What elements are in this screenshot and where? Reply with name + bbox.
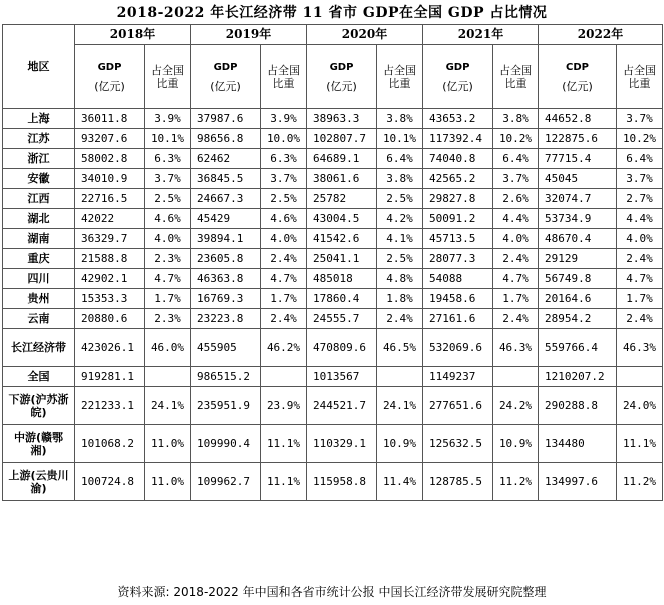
share-value-cell: 24.1%	[145, 387, 191, 425]
unit-label: (亿元)	[442, 79, 473, 93]
gdp-value-cell: 42022	[75, 209, 145, 229]
region-cell: 上游(云贵川渝)	[3, 463, 75, 501]
gdp-value-cell: 36011.8	[75, 109, 145, 129]
share-value-cell: 2.5%	[377, 249, 423, 269]
share-header: 占全国比重	[145, 45, 191, 109]
share-value-cell: 2.5%	[145, 189, 191, 209]
share-value-cell: 3.8%	[377, 169, 423, 189]
gdp-value-cell: 15353.3	[75, 289, 145, 309]
table-row	[3, 229, 663, 249]
share-value-cell: 4.7%	[261, 269, 307, 289]
gdp-value-cell: 64689.1	[307, 149, 377, 169]
region-cell: 上海	[3, 109, 75, 129]
share-value-cell: 4.8%	[377, 269, 423, 289]
gdp-value-cell: 44652.8	[539, 109, 617, 129]
gdp-value-cell: 16769.3	[191, 289, 261, 309]
year-header-2021: 2021年	[423, 25, 539, 45]
gdp-value-cell: 919281.1	[75, 367, 145, 387]
share-value-cell: 2.4%	[493, 249, 539, 269]
gdp-header	[423, 45, 493, 109]
gdp-value-cell: 45045	[539, 169, 617, 189]
gdp-value-cell: 20164.6	[539, 289, 617, 309]
table-row	[3, 249, 663, 269]
gdp-value-cell: 39894.1	[191, 229, 261, 249]
share-header: 占全国比重	[493, 45, 539, 109]
gdp-value-cell: 45429	[191, 209, 261, 229]
year-header-2019: 2019年	[191, 25, 307, 45]
unit-label: (亿元)	[326, 79, 357, 93]
gdp-value-cell: 43004.5	[307, 209, 377, 229]
gdp-value-cell: 532069.6	[423, 329, 493, 367]
gdp-header	[75, 45, 145, 109]
gdp-value-cell: 56749.8	[539, 269, 617, 289]
gdp-value-cell: 1013567	[307, 367, 377, 387]
share-value-cell: 4.6%	[145, 209, 191, 229]
share-value-cell: 6.4%	[377, 149, 423, 169]
table-row	[3, 109, 663, 129]
share-value-cell: 4.7%	[617, 269, 663, 289]
gdp-value-cell: 221233.1	[75, 387, 145, 425]
share-value-cell: 11.1%	[261, 425, 307, 463]
gdp-value-cell: 21588.8	[75, 249, 145, 269]
gdp-share-table	[2, 24, 663, 501]
share-value-cell: 46.3%	[617, 329, 663, 367]
gdp-value-cell: 93207.6	[75, 129, 145, 149]
gdp-header	[307, 45, 377, 109]
share-value-cell	[145, 367, 191, 387]
gdp-label: GDP	[329, 61, 354, 73]
gdp-value-cell: 28077.3	[423, 249, 493, 269]
share-value-cell: 3.7%	[617, 169, 663, 189]
share-value-cell: 1.8%	[377, 289, 423, 309]
gdp-value-cell: 77715.4	[539, 149, 617, 169]
share-value-cell: 10.2%	[493, 129, 539, 149]
gdp-value-cell: 470809.6	[307, 329, 377, 367]
share-value-cell: 4.0%	[617, 229, 663, 249]
share-value-cell: 10.1%	[377, 129, 423, 149]
gdp-value-cell: 54088	[423, 269, 493, 289]
region-cell: 全国	[3, 367, 75, 387]
share-value-cell: 1.7%	[261, 289, 307, 309]
gdp-value-cell: 41542.6	[307, 229, 377, 249]
region-header: 地区	[3, 25, 75, 109]
share-value-cell: 3.8%	[493, 109, 539, 129]
share-header: 占全国比重	[261, 45, 307, 109]
share-value-cell: 3.7%	[145, 169, 191, 189]
gdp-value-cell: 24667.3	[191, 189, 261, 209]
share-value-cell: 11.0%	[145, 425, 191, 463]
gdp-value-cell: 62462	[191, 149, 261, 169]
gdp-value-cell: 134997.6	[539, 463, 617, 501]
gdp-value-cell: 423026.1	[75, 329, 145, 367]
share-value-cell: 2.3%	[145, 309, 191, 329]
region-cell: 长江经济带	[3, 329, 75, 367]
share-value-cell: 4.0%	[261, 229, 307, 249]
year-header-row	[3, 25, 663, 45]
table-row	[3, 269, 663, 289]
gdp-value-cell: 25782	[307, 189, 377, 209]
share-value-cell: 1.7%	[493, 289, 539, 309]
share-value-cell: 23.9%	[261, 387, 307, 425]
gdp-label: GDP	[97, 61, 122, 73]
share-value-cell: 2.4%	[377, 309, 423, 329]
table-row	[3, 149, 663, 169]
share-value-cell: 6.4%	[617, 149, 663, 169]
region-cell: 贵州	[3, 289, 75, 309]
table-row	[3, 387, 663, 425]
gdp-value-cell: 24555.7	[307, 309, 377, 329]
share-value-cell: 24.0%	[617, 387, 663, 425]
gdp-value-cell: 38963.3	[307, 109, 377, 129]
region-cell: 云南	[3, 309, 75, 329]
gdp-value-cell: 36329.7	[75, 229, 145, 249]
gdp-value-cell: 74040.8	[423, 149, 493, 169]
gdp-header	[191, 45, 261, 109]
gdp-value-cell: 128785.5	[423, 463, 493, 501]
share-value-cell: 3.9%	[145, 109, 191, 129]
gdp-value-cell: 42565.2	[423, 169, 493, 189]
gdp-value-cell: 32074.7	[539, 189, 617, 209]
share-value-cell: 10.2%	[617, 129, 663, 149]
gdp-value-cell: 98656.8	[191, 129, 261, 149]
share-value-cell: 4.7%	[145, 269, 191, 289]
unit-label: (亿元)	[210, 79, 241, 93]
share-value-cell: 2.4%	[261, 249, 307, 269]
gdp-header	[539, 45, 617, 109]
unit-label: (亿元)	[94, 79, 125, 93]
gdp-value-cell: 277651.6	[423, 387, 493, 425]
gdp-value-cell: 455905	[191, 329, 261, 367]
share-value-cell: 3.7%	[493, 169, 539, 189]
table-row	[3, 289, 663, 309]
share-value-cell: 2.7%	[617, 189, 663, 209]
gdp-value-cell: 23605.8	[191, 249, 261, 269]
unit-label: (亿元)	[562, 79, 593, 93]
gdp-label: GDP	[213, 61, 238, 73]
share-value-cell: 2.6%	[493, 189, 539, 209]
gdp-value-cell: 46363.8	[191, 269, 261, 289]
year-header-2018: 2018年	[75, 25, 191, 45]
region-cell: 江西	[3, 189, 75, 209]
table-title: 2018-2022 年长江经济带 11 省市 GDP在全国 GDP 占比情况	[116, 5, 548, 21]
gdp-label: GDP	[445, 61, 470, 73]
share-header: 占全国比重	[617, 45, 663, 109]
gdp-value-cell: 986515.2	[191, 367, 261, 387]
gdp-value-cell: 102807.7	[307, 129, 377, 149]
share-value-cell	[261, 367, 307, 387]
gdp-value-cell: 17860.4	[307, 289, 377, 309]
year-header-2020: 2020年	[307, 25, 423, 45]
gdp-value-cell: 244521.7	[307, 387, 377, 425]
table-row	[3, 425, 663, 463]
share-value-cell	[617, 367, 663, 387]
gdp-value-cell: 122875.6	[539, 129, 617, 149]
gdp-value-cell: 36845.5	[191, 169, 261, 189]
gdp-value-cell: 29129	[539, 249, 617, 269]
share-value-cell	[493, 367, 539, 387]
gdp-value-cell: 101068.2	[75, 425, 145, 463]
gdp-value-cell: 28954.2	[539, 309, 617, 329]
gdp-value-cell: 29827.8	[423, 189, 493, 209]
gdp-value-cell: 27161.6	[423, 309, 493, 329]
gdp-value-cell: 22716.5	[75, 189, 145, 209]
share-value-cell: 2.5%	[377, 189, 423, 209]
column-header-row	[3, 45, 663, 109]
table-row	[3, 329, 663, 367]
gdp-value-cell: 19458.6	[423, 289, 493, 309]
share-value-cell: 46.3%	[493, 329, 539, 367]
gdp-value-cell: 125632.5	[423, 425, 493, 463]
share-value-cell: 2.3%	[145, 249, 191, 269]
share-value-cell: 4.4%	[493, 209, 539, 229]
region-cell: 江苏	[3, 129, 75, 149]
share-value-cell: 4.0%	[493, 229, 539, 249]
share-value-cell: 6.3%	[261, 149, 307, 169]
share-value-cell: 46.0%	[145, 329, 191, 367]
share-value-cell: 3.8%	[377, 109, 423, 129]
gdp-value-cell: 115958.8	[307, 463, 377, 501]
share-header: 占全国比重	[377, 45, 423, 109]
share-value-cell: 6.3%	[145, 149, 191, 169]
gdp-value-cell: 559766.4	[539, 329, 617, 367]
share-value-cell: 2.4%	[493, 309, 539, 329]
gdp-value-cell: 42902.1	[75, 269, 145, 289]
share-value-cell: 3.7%	[617, 109, 663, 129]
share-value-cell: 1.7%	[145, 289, 191, 309]
region-cell: 湖北	[3, 209, 75, 229]
share-value-cell: 11.4%	[377, 463, 423, 501]
gdp-value-cell: 110329.1	[307, 425, 377, 463]
gdp-label: CDP	[566, 61, 589, 73]
table-row	[3, 209, 663, 229]
share-value-cell: 3.7%	[261, 169, 307, 189]
region-cell: 安徽	[3, 169, 75, 189]
table-body	[3, 25, 663, 501]
share-value-cell: 46.5%	[377, 329, 423, 367]
share-value-cell: 4.7%	[493, 269, 539, 289]
gdp-value-cell: 50091.2	[423, 209, 493, 229]
region-cell: 四川	[3, 269, 75, 289]
share-value-cell: 4.4%	[617, 209, 663, 229]
share-value-cell: 46.2%	[261, 329, 307, 367]
region-cell: 中游(赣鄂湘)	[3, 425, 75, 463]
table-row	[3, 129, 663, 149]
region-cell: 湖南	[3, 229, 75, 249]
gdp-value-cell: 25041.1	[307, 249, 377, 269]
share-value-cell: 2.4%	[261, 309, 307, 329]
gdp-value-cell: 37987.6	[191, 109, 261, 129]
gdp-value-cell: 34010.9	[75, 169, 145, 189]
share-value-cell: 11.1%	[617, 425, 663, 463]
share-value-cell: 1.7%	[617, 289, 663, 309]
table-row	[3, 309, 663, 329]
share-value-cell: 24.1%	[377, 387, 423, 425]
share-value-cell: 2.4%	[617, 249, 663, 269]
share-value-cell: 10.9%	[493, 425, 539, 463]
share-value-cell: 11.1%	[261, 463, 307, 501]
gdp-value-cell: 117392.4	[423, 129, 493, 149]
gdp-value-cell: 109990.4	[191, 425, 261, 463]
share-value-cell: 4.6%	[261, 209, 307, 229]
region-cell: 下游(沪苏浙皖)	[3, 387, 75, 425]
share-value-cell: 11.0%	[145, 463, 191, 501]
gdp-value-cell: 20880.6	[75, 309, 145, 329]
gdp-value-cell: 235951.9	[191, 387, 261, 425]
gdp-value-cell: 48670.4	[539, 229, 617, 249]
gdp-value-cell: 38061.6	[307, 169, 377, 189]
share-value-cell: 11.2%	[493, 463, 539, 501]
share-value-cell: 4.1%	[377, 229, 423, 249]
gdp-value-cell: 58002.8	[75, 149, 145, 169]
table-row	[3, 463, 663, 501]
share-value-cell: 2.4%	[617, 309, 663, 329]
table-row	[3, 189, 663, 209]
gdp-value-cell: 1210207.2	[539, 367, 617, 387]
year-header-2022: 2022年	[539, 25, 663, 45]
share-value-cell: 4.2%	[377, 209, 423, 229]
share-value-cell: 3.9%	[261, 109, 307, 129]
share-value-cell: 11.2%	[617, 463, 663, 501]
share-value-cell: 24.2%	[493, 387, 539, 425]
gdp-value-cell: 23223.8	[191, 309, 261, 329]
gdp-value-cell: 53734.9	[539, 209, 617, 229]
gdp-value-cell: 1149237	[423, 367, 493, 387]
share-value-cell: 6.4%	[493, 149, 539, 169]
share-value-cell: 10.1%	[145, 129, 191, 149]
share-value-cell: 4.0%	[145, 229, 191, 249]
gdp-value-cell: 43653.2	[423, 109, 493, 129]
share-value-cell	[377, 367, 423, 387]
region-cell: 浙江	[3, 149, 75, 169]
gdp-value-cell: 100724.8	[75, 463, 145, 501]
share-value-cell: 2.5%	[261, 189, 307, 209]
gdp-value-cell: 290288.8	[539, 387, 617, 425]
share-value-cell: 10.0%	[261, 129, 307, 149]
source-note: 资料来源: 2018-2022 年中国和各省市统计公报 中国长江经济带发展研究院整理	[117, 585, 547, 599]
gdp-value-cell: 109962.7	[191, 463, 261, 501]
share-value-cell: 10.9%	[377, 425, 423, 463]
gdp-value-cell: 45713.5	[423, 229, 493, 249]
region-cell: 重庆	[3, 249, 75, 269]
gdp-value-cell: 134480	[539, 425, 617, 463]
table-row	[3, 367, 663, 387]
gdp-value-cell: 485018	[307, 269, 377, 289]
table-row	[3, 169, 663, 189]
